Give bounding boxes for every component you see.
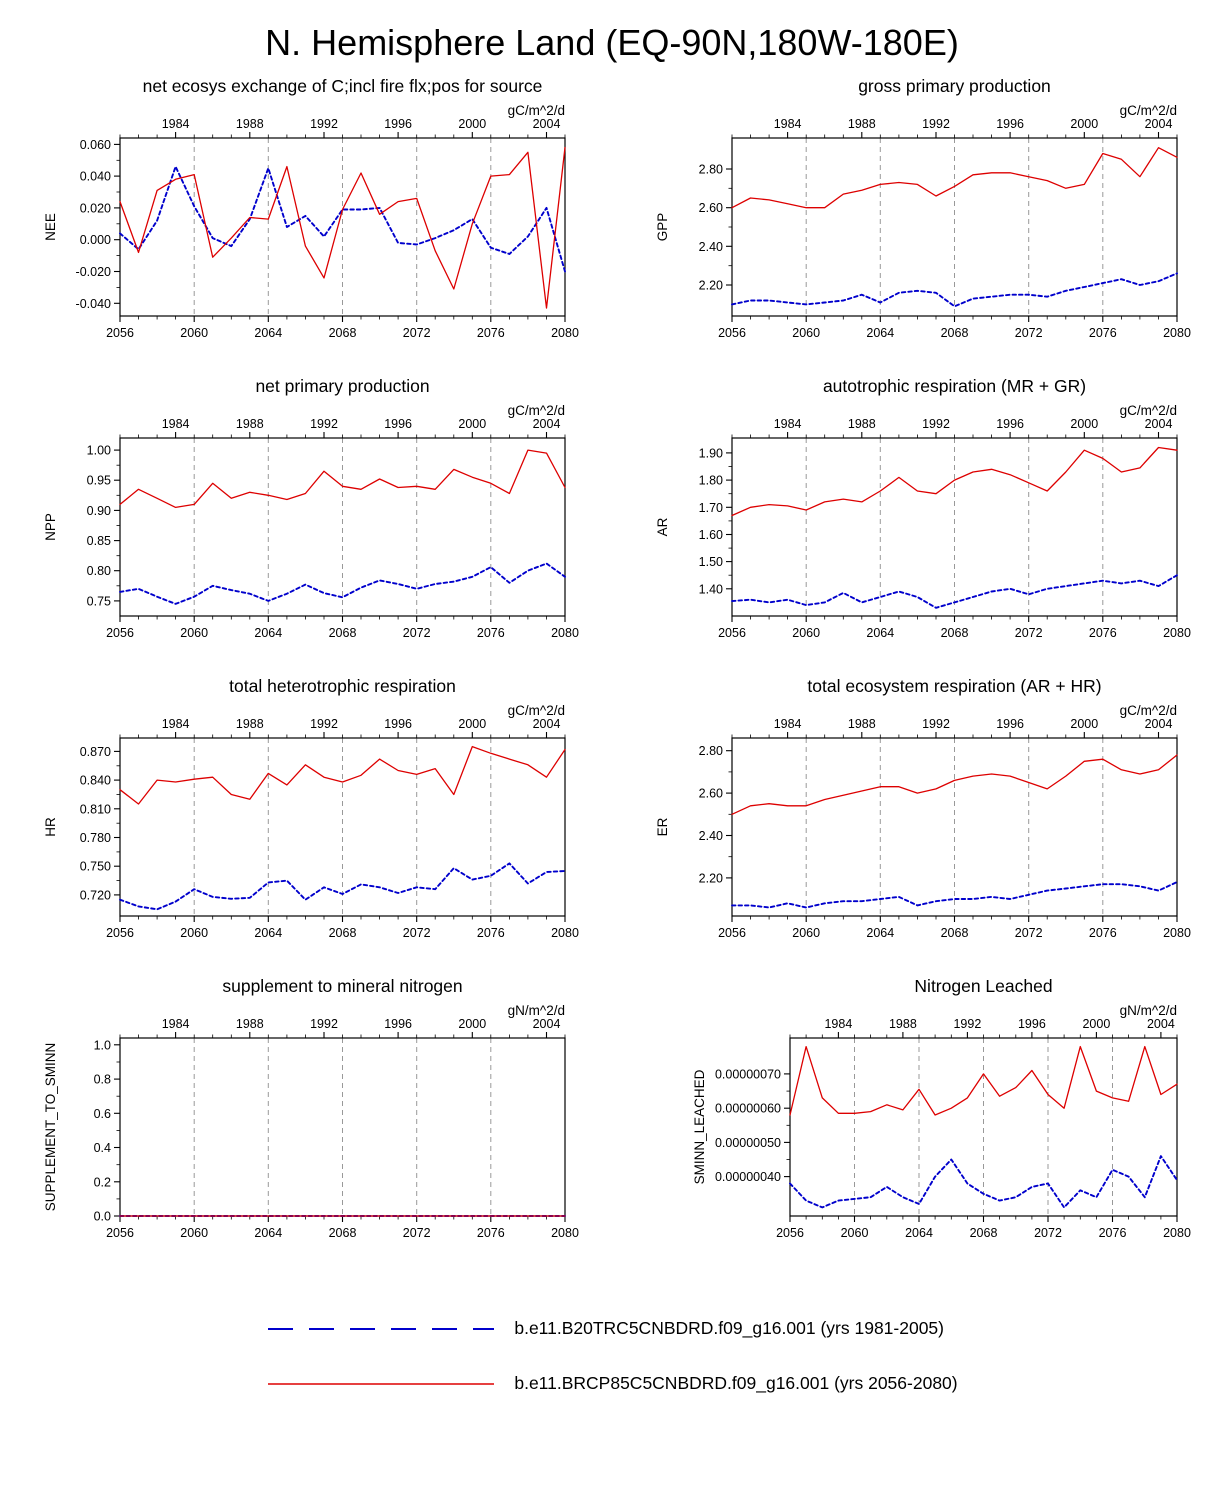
top-axis-year: 2000 xyxy=(458,717,487,731)
y-tick-label: 0.00000050 xyxy=(714,1135,781,1150)
bottom-axis-year: 2056 xyxy=(106,326,134,340)
bottom-axis-year: 2080 xyxy=(551,326,579,340)
chart-panel-hr xyxy=(0,672,612,972)
plot-box xyxy=(120,1038,565,1216)
bottom-axis-year: 2076 xyxy=(476,326,505,340)
top-axis-year: 1996 xyxy=(996,117,1025,131)
bottom-axis-year: 2064 xyxy=(905,1226,933,1240)
bottom-axis-year: 2064 xyxy=(254,626,283,640)
panel-units: gN/m^2/d xyxy=(507,1003,565,1018)
y-tick-label: 0.00000040 xyxy=(714,1170,781,1185)
panel-ylabel: SUPPLEMENT_TO_SMINN xyxy=(43,1042,58,1212)
chart-svg-gpp xyxy=(632,72,1192,372)
y-tick-label: 0.80 xyxy=(86,564,111,579)
top-axis-year: 1988 xyxy=(235,1017,264,1031)
plot-box xyxy=(120,738,565,916)
y-tick-label: 0.020 xyxy=(79,201,111,216)
panel-ylabel: NEE xyxy=(43,213,58,241)
chart-svg-supplement_to_sminn xyxy=(20,972,580,1272)
panel-title: total ecosystem respiration (AR + HR) xyxy=(807,676,1102,696)
y-tick-label: 2.20 xyxy=(698,871,723,886)
bottom-axis-year: 2064 xyxy=(866,926,895,940)
panel-ylabel: HR xyxy=(43,817,58,837)
bottom-axis-year: 2068 xyxy=(969,1226,998,1240)
bottom-axis-year: 2060 xyxy=(792,626,821,640)
legend-label-brcp85: b.e11.BRCP85C5CNBDRD.f09_g16.001 (yrs 2056-2080) xyxy=(514,1373,958,1393)
bottom-axis-year: 2060 xyxy=(180,926,209,940)
bottom-axis-year: 2080 xyxy=(1163,326,1191,340)
bottom-axis-year: 2080 xyxy=(1163,626,1191,640)
bottom-axis-year: 2080 xyxy=(1163,1226,1191,1240)
y-tick-label: 2.40 xyxy=(698,239,723,254)
top-axis-year: 1984 xyxy=(161,1017,190,1031)
bottom-axis-year: 2068 xyxy=(328,926,357,940)
bottom-axis-year: 2072 xyxy=(1014,626,1043,640)
y-tick-label: 1.0 xyxy=(93,1038,111,1053)
y-tick-label: 0.000 xyxy=(79,233,111,248)
y-tick-label: 0.75 xyxy=(86,594,111,609)
y-tick-label: 0.00000070 xyxy=(714,1067,781,1082)
chart-svg-sminn_leached xyxy=(632,972,1192,1272)
top-axis-year: 1992 xyxy=(310,117,338,131)
top-axis-year: 1992 xyxy=(922,717,950,731)
bottom-axis-year: 2060 xyxy=(792,926,821,940)
bottom-axis-year: 2076 xyxy=(1088,626,1117,640)
y-tick-label: 2.40 xyxy=(698,829,723,843)
bottom-axis-year: 2076 xyxy=(476,626,505,640)
bottom-axis-year: 2056 xyxy=(718,326,746,340)
top-axis-year: 2004 xyxy=(1146,1017,1175,1031)
chart-panel-supplement_to_sminn xyxy=(0,972,612,1272)
top-axis-year: 2004 xyxy=(532,417,561,431)
y-tick-label: 0.780 xyxy=(79,831,111,845)
plot-box xyxy=(790,1038,1177,1216)
bottom-axis-year: 2060 xyxy=(792,326,821,340)
bottom-axis-year: 2064 xyxy=(254,326,283,340)
bottom-axis-year: 2072 xyxy=(1014,926,1043,940)
legend-item-brcp85 xyxy=(266,1373,957,1394)
chart-svg-nee xyxy=(20,72,580,372)
charts-grid xyxy=(0,72,1224,1272)
y-tick-label: -0.020 xyxy=(75,265,111,279)
bottom-axis-year: 2076 xyxy=(1088,326,1117,340)
chart-panel-er xyxy=(612,672,1224,972)
bottom-axis-year: 2056 xyxy=(106,626,134,640)
bottom-axis-year: 2072 xyxy=(402,626,431,640)
top-axis-year: 1992 xyxy=(310,1017,338,1031)
top-axis-year: 2000 xyxy=(1070,117,1099,131)
panel-title: gross primary production xyxy=(858,76,1051,96)
plot-box xyxy=(732,738,1177,916)
top-axis-year: 2004 xyxy=(1144,417,1173,431)
legend-solid-line-icon xyxy=(266,1379,496,1389)
plot-box xyxy=(120,438,565,616)
y-tick-label: 0.750 xyxy=(79,859,111,874)
y-tick-label: 0.720 xyxy=(79,888,111,903)
bottom-axis-year: 2056 xyxy=(718,626,746,640)
top-axis-year: 1988 xyxy=(888,1017,917,1031)
bottom-axis-year: 2080 xyxy=(1163,926,1191,940)
top-axis-year: 2000 xyxy=(458,417,487,431)
top-axis-year: 1988 xyxy=(847,417,876,431)
y-tick-label: 2.80 xyxy=(698,162,723,177)
y-tick-label: 1.40 xyxy=(698,582,723,597)
y-tick-label: 1.50 xyxy=(698,555,723,570)
bottom-axis-year: 2056 xyxy=(106,1226,134,1240)
bottom-axis-year: 2064 xyxy=(866,626,895,640)
top-axis-year: 1984 xyxy=(773,417,802,431)
chart-svg-hr xyxy=(20,672,580,972)
top-axis-year: 1988 xyxy=(847,717,876,731)
bottom-axis-year: 2076 xyxy=(476,1226,505,1240)
y-tick-label: 0.85 xyxy=(86,534,111,549)
bottom-axis-year: 2072 xyxy=(1014,326,1043,340)
top-axis-year: 1996 xyxy=(384,717,413,731)
top-axis-year: 1984 xyxy=(161,417,190,431)
y-tick-label: 0.2 xyxy=(93,1175,111,1190)
bottom-axis-year: 2076 xyxy=(476,926,505,940)
bottom-axis-year: 2056 xyxy=(718,926,746,940)
y-tick-label: 0.840 xyxy=(79,773,111,788)
panel-units: gC/m^2/d xyxy=(1119,103,1177,118)
top-axis-year: 1984 xyxy=(773,117,802,131)
bottom-axis-year: 2080 xyxy=(551,626,579,640)
top-axis-year: 2000 xyxy=(1082,1017,1111,1031)
bottom-axis-year: 2072 xyxy=(402,1226,431,1240)
top-axis-year: 1988 xyxy=(235,717,264,731)
bottom-axis-year: 2076 xyxy=(1088,926,1117,940)
bottom-axis-year: 2056 xyxy=(106,926,134,940)
bottom-axis-year: 2068 xyxy=(328,1226,357,1240)
bottom-axis-year: 2064 xyxy=(254,1226,283,1240)
panel-title: autotrophic respiration (MR + GR) xyxy=(822,376,1087,396)
bottom-axis-year: 2068 xyxy=(328,326,357,340)
y-tick-label: 0.6 xyxy=(93,1106,111,1121)
top-axis-year: 1992 xyxy=(953,1017,982,1031)
bottom-axis-year: 2060 xyxy=(180,326,209,340)
panel-ylabel: AR xyxy=(655,517,670,537)
panel-ylabel: GPP xyxy=(655,212,670,242)
panel-units: gC/m^2/d xyxy=(507,103,565,118)
top-axis-year: 1984 xyxy=(773,717,802,731)
y-tick-label: 0.0 xyxy=(93,1209,111,1224)
y-tick-label: 0.040 xyxy=(79,169,111,184)
bottom-axis-year: 2080 xyxy=(551,1226,579,1240)
bottom-axis-year: 2064 xyxy=(866,326,895,340)
panel-title: net primary production xyxy=(255,376,430,396)
bottom-axis-year: 2068 xyxy=(940,926,969,940)
panel-units: gC/m^2/d xyxy=(1119,703,1177,718)
chart-panel-gpp xyxy=(612,72,1224,372)
bottom-axis-year: 2072 xyxy=(1034,1226,1062,1240)
top-axis-year: 2004 xyxy=(532,117,561,131)
legend-dashed-line-icon xyxy=(266,1324,496,1334)
bottom-axis-year: 2060 xyxy=(180,1226,209,1240)
top-axis-year: 2004 xyxy=(1144,717,1173,731)
legend xyxy=(266,1318,957,1394)
panel-ylabel: NPP xyxy=(43,513,58,541)
top-axis-year: 1984 xyxy=(824,1017,853,1031)
chart-svg-ar xyxy=(632,372,1192,672)
y-tick-label: 2.80 xyxy=(698,744,723,759)
y-tick-label: 1.80 xyxy=(698,473,723,488)
chart-panel-ar xyxy=(612,372,1224,672)
top-axis-year: 2000 xyxy=(1070,717,1099,731)
bottom-axis-year: 2068 xyxy=(328,626,357,640)
panel-ylabel: ER xyxy=(655,817,670,837)
bottom-axis-year: 2060 xyxy=(180,626,209,640)
page-title: N. Hemisphere Land (EQ-90N,180W-180E) xyxy=(265,22,959,63)
chart-svg-er xyxy=(632,672,1192,972)
top-axis-year: 1996 xyxy=(996,717,1025,731)
top-axis-year: 1996 xyxy=(384,1017,413,1031)
top-axis-year: 2000 xyxy=(1070,417,1099,431)
chart-svg-npp xyxy=(20,372,580,672)
top-axis-year: 2000 xyxy=(458,117,487,131)
bottom-axis-year: 2076 xyxy=(1098,1226,1127,1240)
bottom-axis-year: 2068 xyxy=(940,326,969,340)
y-tick-label: 0.060 xyxy=(79,137,111,152)
y-tick-label: 1.00 xyxy=(86,443,111,458)
top-axis-year: 1988 xyxy=(847,117,876,131)
series-b20trc xyxy=(790,1156,1177,1207)
top-axis-year: 2000 xyxy=(458,1017,487,1031)
y-tick-label: 0.95 xyxy=(86,473,111,488)
y-tick-label: 2.60 xyxy=(698,201,723,216)
top-axis-year: 1984 xyxy=(161,717,190,731)
y-tick-label: 1.60 xyxy=(698,528,723,542)
panel-ylabel: SMINN_LEACHED xyxy=(692,1069,707,1185)
y-tick-label: -0.040 xyxy=(75,296,111,311)
panel-units: gC/m^2/d xyxy=(1119,403,1177,418)
panel-units: gN/m^2/d xyxy=(1119,1003,1177,1018)
bottom-axis-year: 2072 xyxy=(402,326,431,340)
top-axis-year: 1992 xyxy=(922,117,950,131)
top-axis-year: 1996 xyxy=(384,417,413,431)
panel-title: Nitrogen Leached xyxy=(914,976,1053,996)
y-tick-label: 0.4 xyxy=(93,1141,111,1155)
top-axis-year: 2004 xyxy=(532,717,561,731)
top-axis-year: 1996 xyxy=(996,417,1025,431)
panel-units: gC/m^2/d xyxy=(507,403,565,418)
y-tick-label: 0.90 xyxy=(86,503,111,518)
plot-box xyxy=(732,138,1177,316)
chart-panel-nee xyxy=(0,72,612,372)
panel-units: gC/m^2/d xyxy=(507,703,565,718)
top-axis-year: 1988 xyxy=(235,117,264,131)
top-axis-year: 1996 xyxy=(384,117,413,131)
bottom-axis-year: 2072 xyxy=(402,926,431,940)
chart-panel-sminn_leached xyxy=(612,972,1224,1272)
plot-box xyxy=(120,138,565,316)
y-tick-label: 1.90 xyxy=(698,446,723,461)
bottom-axis-year: 2060 xyxy=(840,1226,869,1240)
y-tick-label: 1.70 xyxy=(698,500,723,515)
bottom-axis-year: 2080 xyxy=(551,926,579,940)
bottom-axis-year: 2064 xyxy=(254,926,283,940)
bottom-axis-year: 2056 xyxy=(776,1226,804,1240)
legend-label-b20trc: b.e11.B20TRC5CNBDRD.f09_g16.001 (yrs 1981-2005) xyxy=(514,1318,944,1338)
panel-title: supplement to mineral nitrogen xyxy=(222,976,463,996)
plot-page xyxy=(0,22,1224,1394)
top-axis-year: 1988 xyxy=(235,417,264,431)
y-tick-label: 0.8 xyxy=(93,1072,111,1087)
legend-item-b20trc xyxy=(266,1318,944,1339)
panel-title: total heterotrophic respiration xyxy=(229,676,456,696)
chart-panel-npp xyxy=(0,372,612,672)
top-axis-year: 1992 xyxy=(310,717,338,731)
top-axis-year: 1992 xyxy=(922,417,950,431)
bottom-axis-year: 2068 xyxy=(940,626,969,640)
panel-title: net ecosys exchange of C;incl fire flx;pos for source xyxy=(142,76,543,96)
top-axis-year: 1992 xyxy=(310,417,338,431)
top-axis-year: 2004 xyxy=(532,1017,561,1031)
y-tick-label: 0.810 xyxy=(79,802,111,817)
top-axis-year: 1984 xyxy=(161,117,190,131)
y-tick-label: 0.870 xyxy=(79,744,111,759)
top-axis-year: 2004 xyxy=(1144,117,1173,131)
y-tick-label: 2.20 xyxy=(698,278,723,293)
top-axis-year: 1996 xyxy=(1017,1017,1046,1031)
plot-box xyxy=(732,438,1177,616)
y-tick-label: 0.00000060 xyxy=(714,1101,781,1116)
y-tick-label: 2.60 xyxy=(698,786,723,801)
